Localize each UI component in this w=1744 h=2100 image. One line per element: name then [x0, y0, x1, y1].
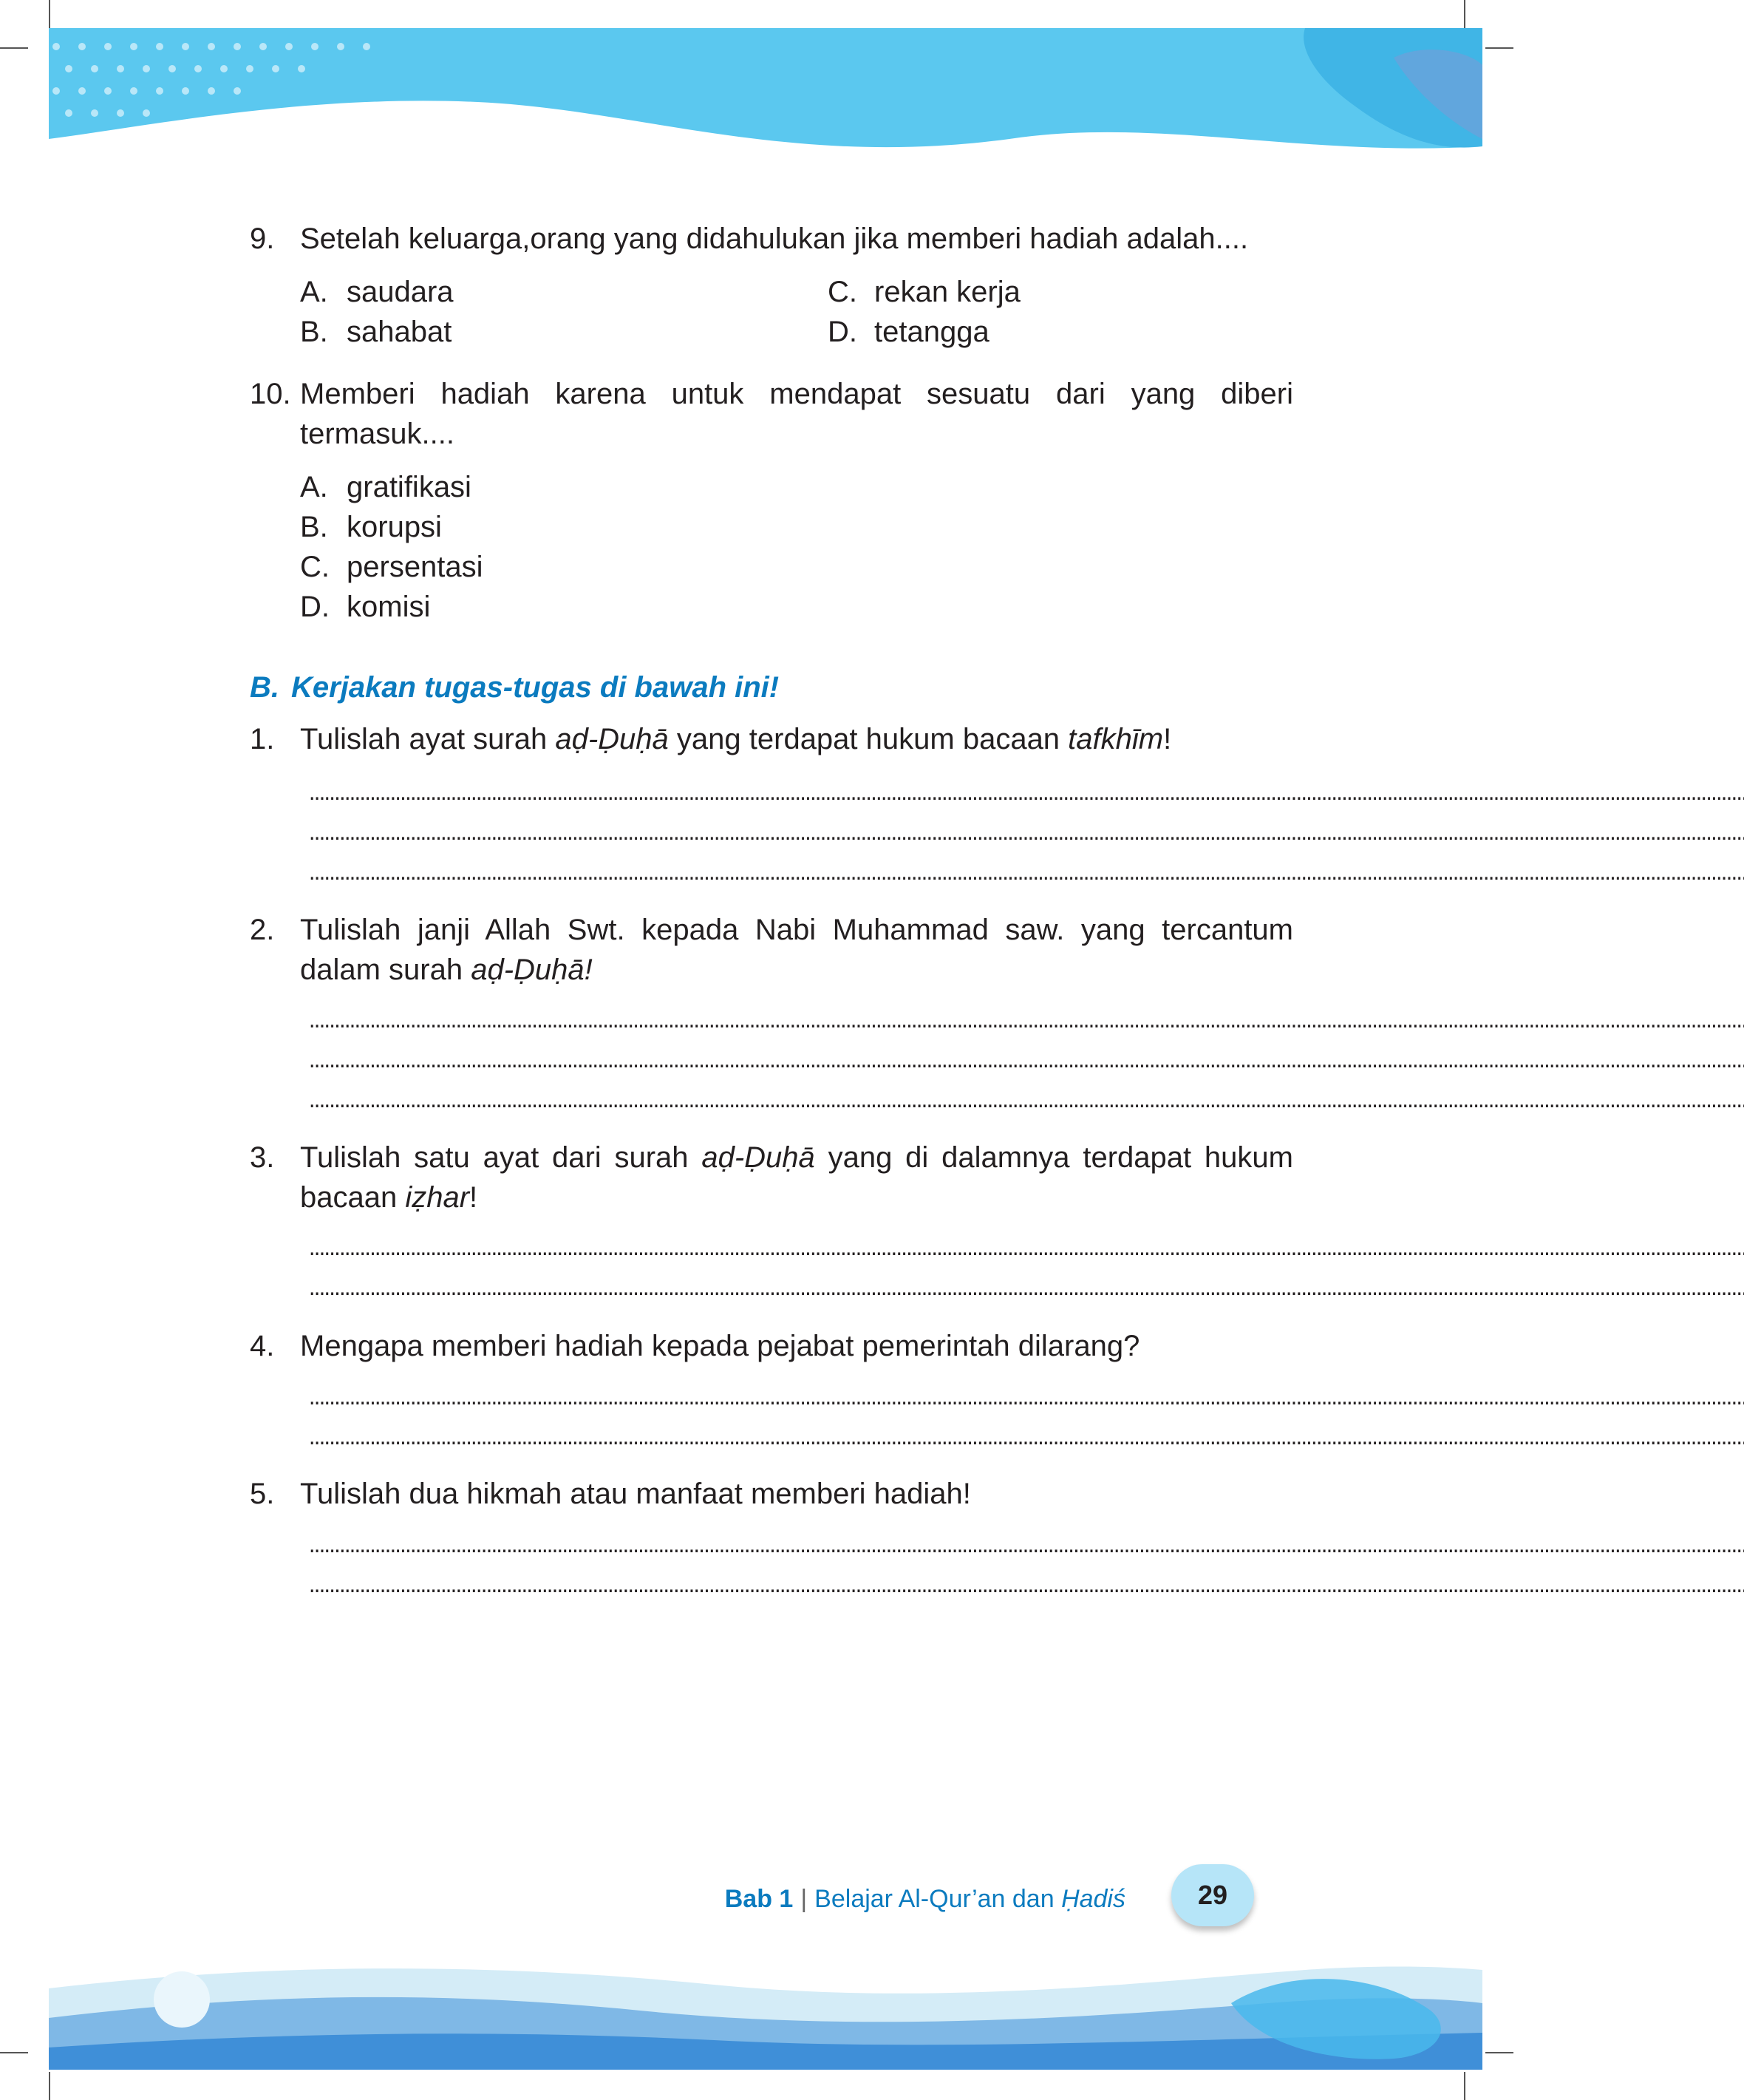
answer-line[interactable]: ............................................................................................................................................................................................................................................................................................: [307, 1051, 1744, 1072]
answer-line[interactable]: ............................................................................................................................................................................................................................................................................................: [307, 823, 1744, 844]
task-number: 2.: [250, 914, 275, 946]
option-c: C. persentasi: [300, 551, 483, 583]
answer-line[interactable]: ............................................................................................................................................................................................................................................................................................: [307, 1388, 1744, 1409]
answer-line[interactable]: ............................................................................................................................................................................................................................................................................................: [307, 1011, 1744, 1032]
task-text: Tulislah satu ayat dari surah aḍ-Ḍuḥā yang di dalamnya terdapat hukum bacaan iẓhar!: [300, 1141, 1293, 1214]
bubble-shape: [154, 1971, 210, 2028]
footer-separator: |: [800, 1885, 808, 1913]
crop-mark: [0, 2052, 28, 2053]
option-a: A. saudara: [300, 276, 454, 308]
question-10: [250, 374, 1293, 454]
task-number: 1.: [250, 723, 275, 755]
question-text: Setelah keluarga,orang yang didahulukan jika memberi hadiah adalah....: [300, 222, 1249, 255]
answer-line[interactable]: ............................................................................................................................................................................................................................................................................................: [307, 1239, 1744, 1260]
running-footer: [725, 1881, 1125, 1917]
crop-mark: [1464, 2072, 1465, 2100]
question-9: [250, 219, 1293, 259]
crop-mark: [49, 0, 50, 28]
crop-mark: [1485, 47, 1513, 49]
task-text: Tulislah ayat surah aḍ-Ḍuḥā yang terdapat hukum bacaan tafkhīm!: [300, 723, 1172, 755]
task-5: [250, 1474, 1293, 1514]
task-text: Mengapa memberi hadiah kepada pejabat pemerintah dilarang?: [300, 1330, 1140, 1362]
chapter-label: Bab 1: [724, 1885, 794, 1913]
task-3: [250, 1138, 1293, 1217]
option-d: D. tetangga: [828, 316, 989, 348]
chapter-title: Belajar Al-Qur’an dan: [814, 1885, 1062, 1913]
task-text: Tulislah janji Allah Swt. kepada Nabi Muhammad saw. yang tercantum dalam surah aḍ-Ḍuḥā!: [300, 914, 1293, 986]
crop-mark: [49, 2072, 50, 2100]
page-number: 29: [1197, 1880, 1228, 1910]
answer-line[interactable]: ............................................................................................................................................................................................................................................................................................: [307, 1536, 1744, 1557]
task-number: 3.: [250, 1141, 275, 1174]
answer-line[interactable]: ............................................................................................................................................................................................................................................................................................: [307, 1576, 1744, 1597]
task-2: [250, 910, 1293, 990]
option-b: B. sahabat: [300, 316, 452, 348]
crop-mark: [1485, 2052, 1513, 2053]
task-number: 5.: [250, 1478, 275, 1510]
option-d: D. komisi: [300, 591, 431, 623]
answer-line[interactable]: ............................................................................................................................................................................................................................................................................................: [307, 1279, 1744, 1299]
option-b: B. korupsi: [300, 511, 442, 543]
answer-line[interactable]: ............................................................................................................................................................................................................................................................................................: [307, 1091, 1744, 1112]
crop-mark: [1464, 0, 1465, 28]
option-a: A. gratifikasi: [300, 471, 471, 503]
task-4: [250, 1326, 1293, 1366]
question-number: 9.: [250, 222, 275, 255]
answer-line[interactable]: ............................................................................................................................................................................................................................................................................................: [307, 1428, 1744, 1449]
option-c: C. rekan kerja: [828, 276, 1021, 308]
task-text: Tulislah dua hikmah atau manfaat memberi hadiah!: [300, 1478, 971, 1510]
section-b-heading: B. Kerjakan tugas-tugas di bawah ini!: [250, 671, 780, 704]
question-number: 10.: [250, 378, 291, 410]
header-wave-decoration: [49, 28, 1482, 154]
footer-wave-decoration: [49, 1959, 1482, 2070]
answer-line[interactable]: ............................................................................................................................................................................................................................................................................................: [307, 863, 1744, 884]
task-number: 4.: [250, 1330, 275, 1362]
page-number-badge: [1171, 1864, 1254, 1926]
answer-line[interactable]: ............................................................................................................................................................................................................................................................................................: [307, 784, 1744, 804]
chapter-title-italic: Ḥadiś: [1061, 1885, 1125, 1913]
crop-mark: [0, 47, 28, 49]
question-text: Memberi hadiah karena untuk mendapat sesuatu dari yang diberi termasuk....: [300, 378, 1293, 450]
task-1: [250, 719, 1293, 759]
